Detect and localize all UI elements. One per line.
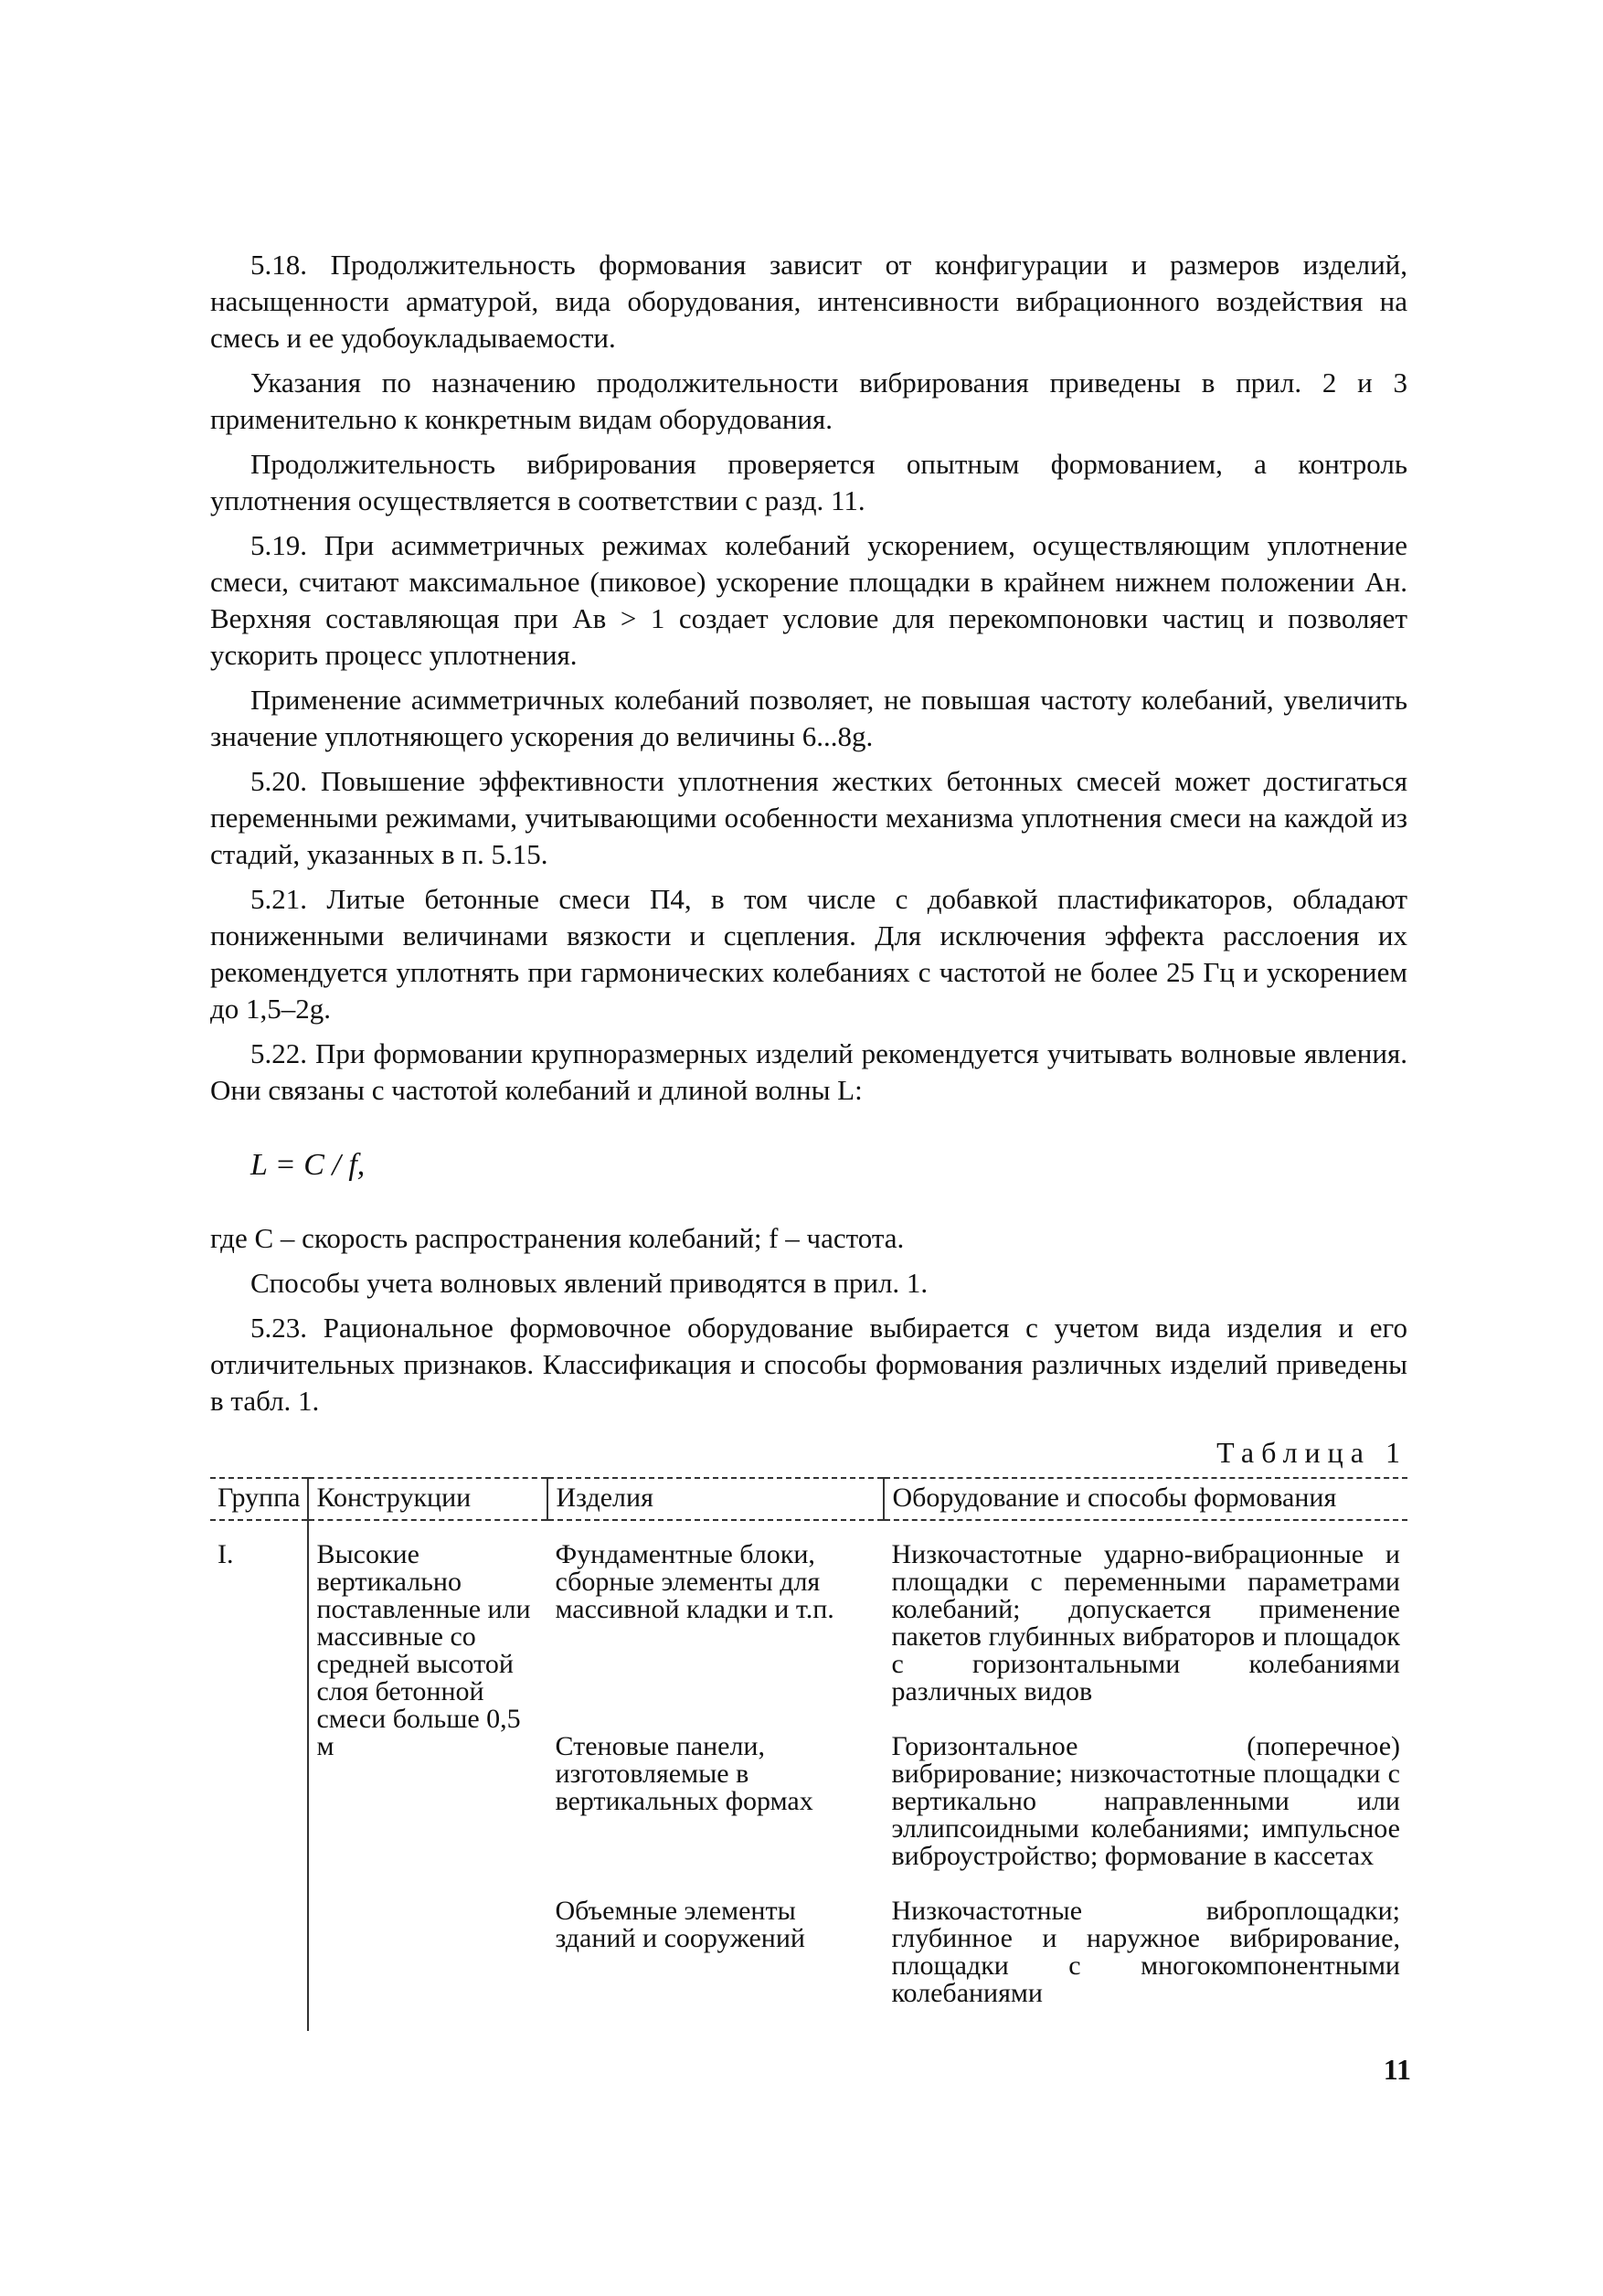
wavelength-formula: L = C / f, bbox=[250, 1148, 366, 1182]
header-construction: Конструкции bbox=[308, 1478, 547, 1520]
paragraph-5-19: 5.19. При асимметричных режимах колебаний ускорением, осуществляющим уплотнение смеси, считают максимальное (пиковое) ускорение площадки в крайнем нижнем положении Ан. Верхняя составляющая при Ав > 1 создает условие для перекомпоновки частиц и позволяет ускорить процесс уплотнения. bbox=[210, 529, 1407, 671]
cell-product: Фундаментные блоки, сборные элементы для массивной кладки и т.п. bbox=[555, 1539, 834, 1624]
header-group: Группа bbox=[210, 1478, 308, 1520]
cell-group: I. bbox=[218, 1539, 234, 1569]
paragraph-wave-methods: Способы учета волновых явлений приводятся в прил. 1. bbox=[250, 1267, 929, 1299]
table-header-row bbox=[210, 1478, 1407, 1520]
paragraph-5-20: 5.20. Повышение эффективности уплотнения жестких бетонных смесей может достигаться переменными режимами, учитывающими особенности механизма уплотнения смеси на каждой из стадий, указанных в п. 5.15. bbox=[210, 765, 1407, 870]
header-product: Изделия bbox=[547, 1478, 884, 1520]
cell-equipment: Горизонтальное (поперечное) вибрирование; низкочастотные площадки с вертикально направленными или эллипсоидными колебаниями; импульсное виброустройство; формование в кассетах bbox=[891, 1731, 1400, 1871]
cell-product: Объемные элементы зданий и сооружений bbox=[555, 1896, 805, 1953]
text-block bbox=[210, 247, 1407, 2031]
paragraph-5-23: 5.23. Рациональное формовочное оборудование выбирается с учетом вида изделия и его отличительных признаков. Классификация и способы формования различных изделий приведены в табл. 1. bbox=[210, 1312, 1407, 1417]
paragraph-5-18: 5.18. Продолжительность формования зависит от конфигурации и размеров изделий, насыщенности арматурой, вида оборудования, интенсивности вибрационного воздействия на смесь и ее удобоукладываемости. bbox=[210, 249, 1407, 354]
header-equipment: Оборудование и способы формования bbox=[884, 1478, 1407, 1520]
classification-table bbox=[210, 1477, 1407, 2031]
paragraph-5-18-guidance: Указания по назначению продолжительности вибрирования приведены в прил. 2 и 3 применительно к конкретным видам оборудования. bbox=[210, 367, 1407, 435]
cell-construction: Высокие вертикально поставленные или массивные со средней высотой слоя бетонной смеси больше 0,5 м bbox=[308, 1520, 547, 2031]
paragraph-5-18-check: Продолжительность вибрирования проверяется опытным формованием, а контроль уплотнения осуществляется в соответствии с разд. 11. bbox=[210, 448, 1407, 516]
paragraph-5-22: 5.22. При формовании крупноразмерных изделий рекомендуется учитывать волновые явления. Они связаны с частотой колебаний и длиной волны L: bbox=[210, 1037, 1407, 1106]
paragraph-5-19-asymmetric: Применение асимметричных колебаний позволяет, не повышая частоту колебаний, увеличить значение уплотняющего ускорения до величины 6...8g. bbox=[210, 684, 1407, 752]
cell-product: Стеновые панели, изготовляемые в вертикальных формах bbox=[555, 1731, 813, 1816]
page-number: 11 bbox=[1383, 2053, 1411, 2086]
paragraph-5-21: 5.21. Литые бетонные смеси П4, в том числе с добавкой пластификаторов, обладают пониженными величинами вязкости и сцепления. Для исключения эффекта расслоения их рекомендуется уплотнять при гармонических колебаниях с частотой не более 25 Гц и ускорением до 1,5–2g. bbox=[210, 883, 1407, 1025]
formula-note: где C – скорость распространения колебаний; f – частота. bbox=[210, 1222, 905, 1254]
table-row bbox=[210, 1520, 1407, 1729]
cell-equipment: Низкочастотные виброплощадки; глубинное и наружное вибрирование, площадки с многокомпонентными колебаниями bbox=[891, 1896, 1400, 2008]
cell-equipment: Низкочастотные ударно-вибрационные и площадки с переменными параметрами колебаний; допускается применение пакетов глубинных вибраторов и площадок с горизонтальными колебаниями различных видов bbox=[891, 1539, 1400, 1706]
table-caption: Таблица 1 bbox=[1216, 1436, 1407, 1469]
